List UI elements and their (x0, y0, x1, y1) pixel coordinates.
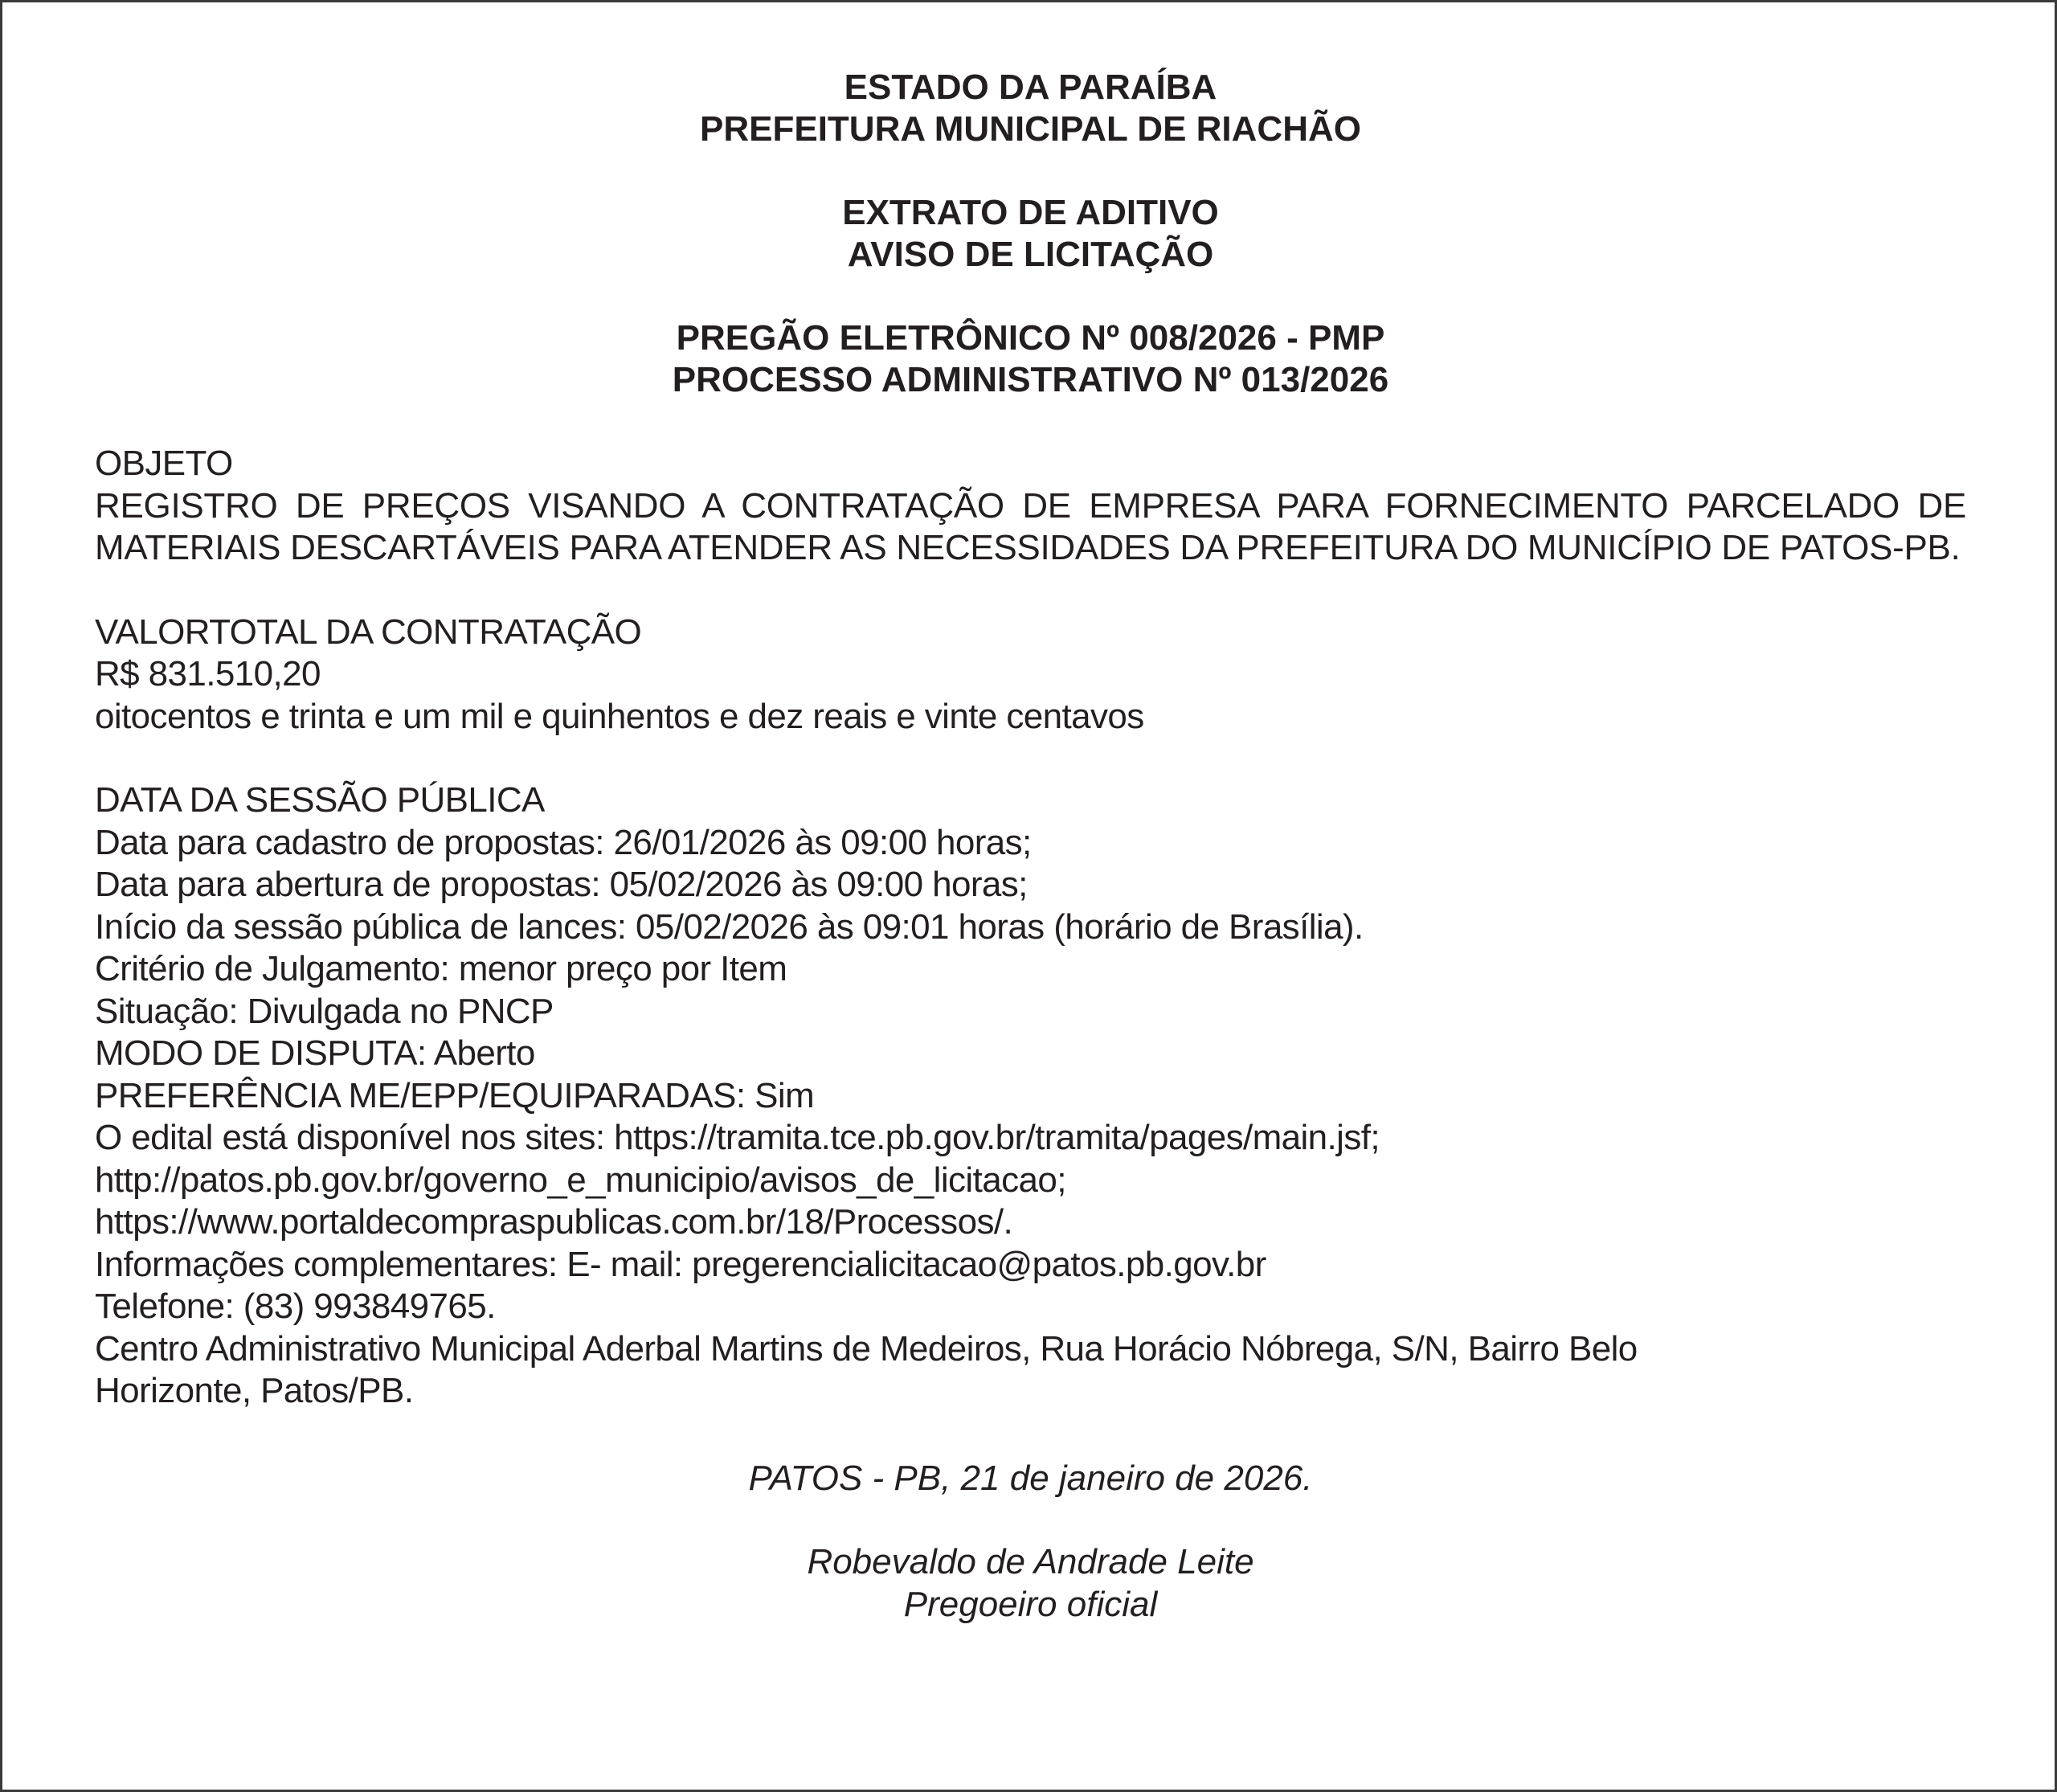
notice-header (95, 67, 1966, 401)
process-number: PROCESSO ADMINISTRATIVO Nº 013/2026 (672, 360, 1389, 399)
document-type-block (95, 192, 1966, 276)
issuer-block (95, 67, 1966, 150)
signer-name: Robevaldo de Andrade Leite (807, 1542, 1254, 1581)
notice-type: AVISO DE LICITAÇÃO (847, 235, 1214, 274)
sessao-section (95, 779, 1966, 1413)
objeto-section (95, 443, 1966, 570)
sessao-line: Data para abertura de propostas: 05/02/2026 às 09:00 horas; (95, 865, 1028, 904)
document-type: EXTRATO DE ADITIVO (842, 193, 1219, 232)
sessao-line: Data para cadastro de propostas: 26/01/2026 às 09:00 horas; (95, 822, 1032, 862)
sessao-line: Início da sessão pública de lances: 05/02/2026 às 09:01 horas (horário de Brasília). (95, 906, 1364, 947)
sessao-label: DATA DA SESSÃO PÚBLICA (95, 780, 545, 820)
sessao-line: https://www.portaldecompraspublicas.com.br/18/Processos/. (95, 1202, 1013, 1242)
objeto-label: OBJETO (95, 444, 233, 483)
notice-body (95, 443, 1966, 1413)
sessao-line: http://patos.pb.gov.br/governo_e_municipio/avisos_de_licitacao; (95, 1160, 1066, 1200)
sessao-line: Horizonte, Patos/PB. (95, 1371, 414, 1410)
sessao-line: O edital está disponível nos sites: https://tramita.tce.pb.gov.br/tramita/pages/main.jsf; (95, 1118, 1380, 1157)
valor-amount: R$ 831.510,20 (95, 654, 321, 693)
sessao-line: Situação: Divulgada no PNCP (95, 991, 554, 1031)
notice-footer (95, 1458, 1966, 1626)
valor-label: VALORTOTAL DA CONTRATAÇÃO (95, 612, 642, 652)
sessao-line: MODO DE DISPUTA: Aberto (95, 1033, 535, 1073)
process-block (95, 317, 1966, 401)
sessao-line: PREFERÊNCIA ME/EPP/EQUIPARADAS: Sim (95, 1075, 815, 1115)
objeto-description: REGISTRO DE PREÇOS VISANDO A CONTRATAÇÃO DE EMPRESA PARA FORNECIMENTO PARCELADO DE MATERIAIS DESCARTÁVEIS PARA ATENDER AS NECESSIDADES DA PREFEITURA DO MUNICÍPIO DE PATOS-PB. (95, 485, 1966, 567)
auction-number: PREGÃO ELETRÔNICO Nº 008/2026 - PMP (676, 318, 1385, 358)
sessao-line: Critério de Julgamento: menor preço por Item (95, 949, 787, 988)
sessao-line: Telefone: (83) 993849765. (95, 1287, 496, 1326)
city-hall-name: PREFEITURA MUNICIPAL DE RIACHÃO (700, 109, 1361, 149)
sessao-line: Informações complementares: E- mail: pregerencialicitacao@patos.pb.gov.br (95, 1244, 1266, 1284)
sessao-line: Centro Administrativo Municipal Aderbal Martins de Medeiros, Rua Horácio Nóbrega, S/N, Bairro Belo (95, 1328, 1638, 1369)
valor-section (95, 612, 1966, 738)
valor-amount-words: oitocentos e trinta e um mil e quinhentos e dez reais e vinte centavos (95, 696, 1144, 736)
state-name: ESTADO DA PARAÍBA (844, 68, 1217, 107)
place-date: PATOS - PB, 21 de janeiro de 2026. (748, 1458, 1313, 1498)
signer-role: Pregoeiro oficial (903, 1584, 1158, 1624)
